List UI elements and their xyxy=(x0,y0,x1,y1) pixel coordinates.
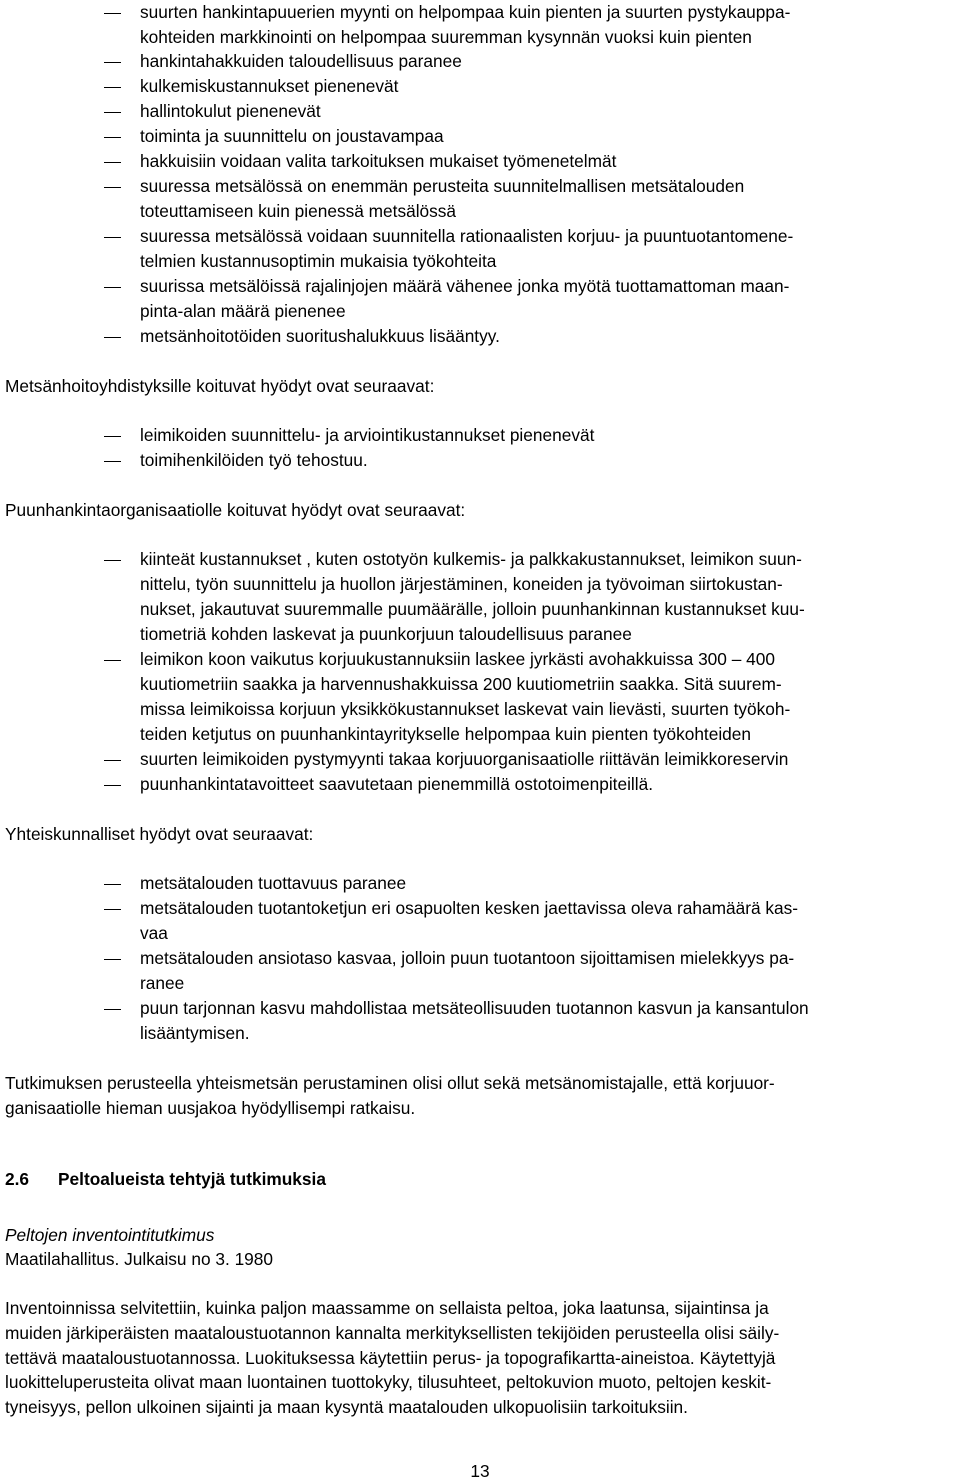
list-dash xyxy=(104,112,121,113)
list-item-text: suuressa metsälössä voidaan suunnitella rationaalisten korjuu- ja puuntuotantomene- xyxy=(140,226,794,246)
list-item-text: puun tarjonnan kasvu mahdollistaa metsäteollisuuden tuotannon kasvun ja kansantulon xyxy=(140,998,809,1018)
list-item-text: hakkuisiin voidaan valita tarkoituksen mukaiset työmenetelmät xyxy=(140,151,617,171)
list-dash xyxy=(104,560,121,561)
section-intro: Puunhankintaorganisaatiolle koituvat hyödyt ovat seuraavat: xyxy=(5,500,466,520)
list-dash xyxy=(104,884,121,885)
section-heading xyxy=(5,1167,326,1192)
list-item-text: vaa xyxy=(140,923,168,943)
list-dash xyxy=(104,760,121,761)
list-item-text: hallintokulut pienenevät xyxy=(140,101,321,121)
list-dash xyxy=(104,436,121,437)
list-item-text: suuressa metsälössä on enemmän perusteita suunnitelmallisen metsätalouden xyxy=(140,176,745,196)
list-item-text: ranee xyxy=(140,973,185,993)
list-item-text: suurten leimikoiden pystymyynti takaa korjuuorganisaatiolle riittävän leimikkoreservin xyxy=(140,749,789,769)
list-item-text: kohteiden markkinointi on helpompaa suuremman kysynnän vuoksi kuin pienten xyxy=(140,26,752,47)
list-item-text: lisääntymisen. xyxy=(140,1023,250,1043)
list-item-text: kulkemiskustannukset pienenevät xyxy=(140,76,399,96)
list-item-text: toteuttamiseen kuin pienessä metsälössä xyxy=(140,201,457,221)
list-item-text: metsätalouden ansiotaso kasvaa, jolloin puun tuotantoon sijoittamisen mielekkyys pa- xyxy=(140,948,795,968)
list-dash xyxy=(104,162,121,163)
list-dash xyxy=(104,785,121,786)
list-item-text: suurten hankintapuuerien myynti on helpompaa kuin pienten ja suurten pystykauppa- xyxy=(140,2,791,22)
reference-title: Peltojen inventointitutkimus xyxy=(5,1225,215,1245)
body-line: tyneisyys, pellon ulkoinen sijainti ja maan kysyntä maatalouden ulkopuolisiin tarkoituksiin. xyxy=(5,1397,688,1417)
body-line: muiden järkiperäisten maataloustuotannon kannalta merkityksellisten tekijöiden perusteella olisi säily- xyxy=(5,1323,780,1343)
list-dash xyxy=(104,62,121,63)
section-intro: Yhteiskunnalliset hyödyt ovat seuraavat: xyxy=(5,824,314,844)
page-number: 13 xyxy=(470,1461,490,1481)
list-item-text: toiminta ja suunnittelu on joustavampaa xyxy=(140,126,444,146)
list-dash xyxy=(104,137,121,138)
list-dash xyxy=(104,461,121,462)
list-item-text: tiometriä kohden laskevat ja puunkorjuun taloudellisuus paranee xyxy=(140,624,632,644)
list-dash xyxy=(104,187,121,188)
body-line: tettävä maataloustuotannossa. Luokituksessa käytettiin perus- ja topografikartta-aineistoa. Käytettyjä xyxy=(5,1348,776,1368)
list-item-text: missa leimikoissa korjuun yksikkökustannukset laskevat vain lievästi, suurten työkoh- xyxy=(140,699,791,719)
list-item-text: suurissa metsälöissä rajalinjojen määrä vähenee jonka myötä tuottamattoman maan- xyxy=(140,276,790,296)
list-item-text: kiinteät kustannukset , kuten ostotyön kulkemis- ja palkkakustannukset, leimikon suun- xyxy=(140,549,802,569)
conclusion-line: Tutkimuksen perusteella yhteismetsän perustaminen olisi ollut sekä metsänomistajalle, että korjuuor- xyxy=(5,1073,775,1093)
section-intro: Metsänhoitoyhdistyksille koituvat hyödyt ovat seuraavat: xyxy=(5,376,435,396)
list-item-text: puunhankintatavoitteet saavutetaan pienemmillä ostotoimenpiteillä. xyxy=(140,774,654,794)
list-item-text: leimikoiden suunnittelu- ja arviointikustannukset pienenevät xyxy=(140,425,595,445)
section-number: 2.6 xyxy=(5,1169,30,1189)
list-item-text: metsätalouden tuottavuus paranee xyxy=(140,873,407,893)
list-dash xyxy=(104,909,121,910)
list-dash xyxy=(104,959,121,960)
list-item-text: telmien kustannusoptimin mukaisia työkohteita xyxy=(140,251,497,271)
body-line: Inventoinnissa selvitettiin, kuinka paljon maassamme on sellaista peltoa, joka laatunsa, sijaintinsa ja xyxy=(5,1298,769,1318)
list-dash xyxy=(104,87,121,88)
list-dash xyxy=(104,13,121,14)
list-item-text: toimihenkilöiden työ tehostuu. xyxy=(140,450,368,470)
list-item-text: pinta-alan määrä pienenee xyxy=(140,301,346,321)
section-title: Peltoalueista tehtyjä tutkimuksia xyxy=(58,1169,326,1189)
list-dash xyxy=(104,660,121,661)
list-item-text: metsätalouden tuotantoketjun eri osapuolten kesken jaettavissa oleva rahamäärä kas- xyxy=(140,898,799,918)
body-line: luokitteluperusteita olivat maan luontainen tuottokyky, tilusuhteet, peltokuvion muoto, peltojen keskit- xyxy=(5,1372,772,1392)
list-item-text: nittelu, työn suunnittelu ja huollon järjestäminen, koneiden ja työvoiman siirtokustan- xyxy=(140,574,783,594)
list-dash xyxy=(104,237,121,238)
list-item-text: metsänhoitotöiden suoritushalukkuus lisääntyy. xyxy=(140,326,500,346)
list-dash xyxy=(104,337,121,338)
list-item-text: hankintahakkuiden taloudellisuus paranee xyxy=(140,51,462,71)
conclusion-line: ganisaatiolle hieman uusjakoa hyödyllisempi ratkaisu. xyxy=(5,1098,416,1118)
list-dash xyxy=(104,1009,121,1010)
list-item-text: nukset, jakautuvat suuremmalle puumäärälle, jolloin puunhankinnan kustannukset kuu- xyxy=(140,599,805,619)
list-dash xyxy=(104,287,121,288)
list-item-text: kuutiometriin saakka ja harvennushakkuissa 200 kuutiometriin saakka. Sitä suurem- xyxy=(140,674,782,694)
list-item-text: leimikon koon vaikutus korjuukustannuksiin laskee jyrkästi avohakkuissa 300 – 400 xyxy=(140,649,775,669)
reference-source: Maatilahallitus. Julkaisu no 3. 1980 xyxy=(5,1249,274,1269)
list-item-text: teiden ketjutus on puunhankintayritykselle helpompaa kuin pienten työkohteiden xyxy=(140,724,752,744)
